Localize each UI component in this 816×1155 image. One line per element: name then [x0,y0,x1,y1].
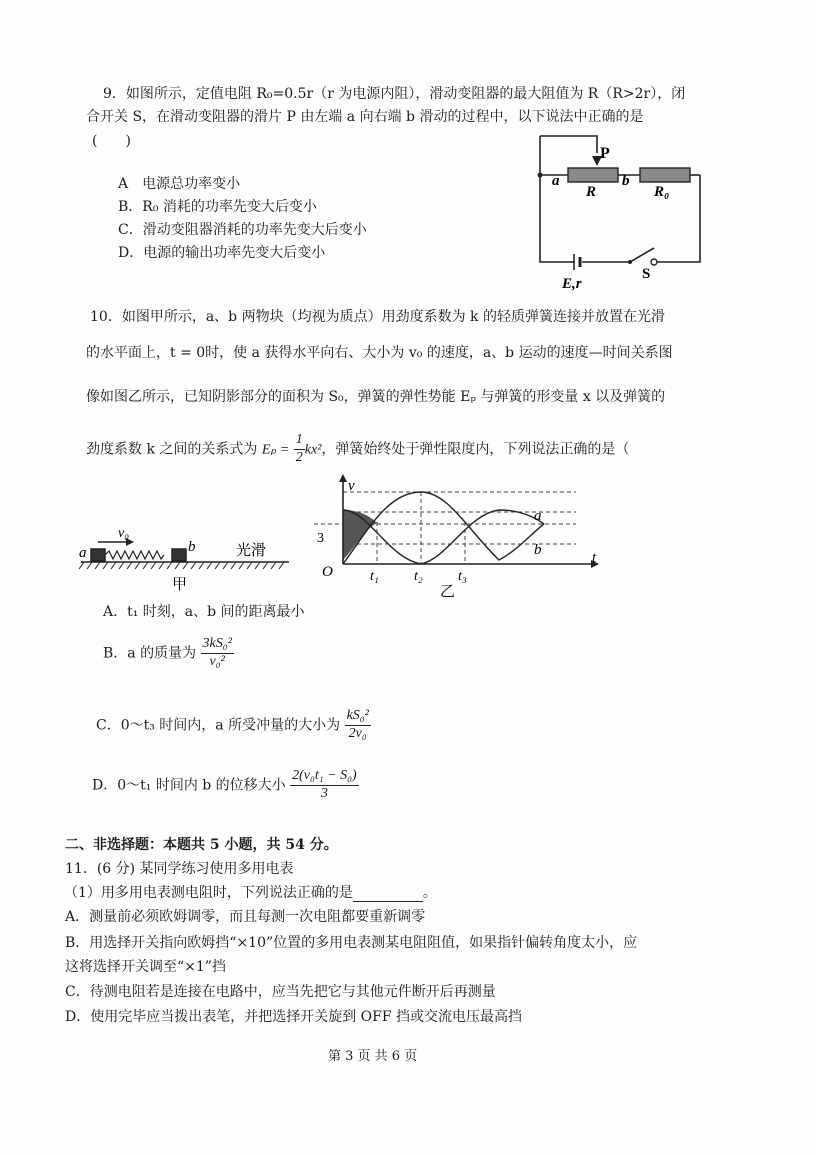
q10-line3: 像如图乙所示，已知阴影部分的面积为 S₀，弹簧的弹性势能 Eₚ 与弹簧的形变量 x 以及弹簧的 [86,389,666,405]
fig-yi-tick-t1: t₁ [370,569,379,584]
q9-option-a: A 电源总功率变小 [118,176,241,192]
spring [105,551,164,559]
q9-option-d: D．电源的输出功率先变大后变小 [118,245,326,261]
q9-option-b: B．R₀ 消耗的功率先变大后变小 [118,199,317,215]
label-s: S [642,266,651,282]
label-r0: R₀ [654,184,670,200]
q9-line1: 9．如图所示，定值电阻 R₀=0.5r（r 为电源内阻），滑动变阻器的最大阻值为 R（R>2r），闭 [103,86,686,102]
q9-option-c: C．滑动变阻器消耗的功率先变大后变小 [118,222,367,238]
q11-option-c: C．待测电阻若是连接在电路中，应当先把它与其他元件断开后再测量 [65,984,496,1000]
fig-yi-axis-t: t [592,550,597,566]
label-a: a [552,173,560,189]
fig-yi-axis-v: v [348,478,355,494]
q11-option-b-line2: 这将选择开关调至“×1”挡 [65,959,226,975]
fig-yi-label-b: b [534,542,542,558]
label-p: P [600,145,610,162]
fig-yi-tick-3: 3 [317,531,324,546]
q11-option-a: A．测量前必须欧姆调零，而且每测一次电阻都要重新调零 [65,909,426,925]
fig-jia-caption: 甲 [172,575,188,593]
q11-title: 11．(6 分) 某同学练习使用多用电表 [65,861,294,877]
section-heading: 二、非选择题：本题共 5 小题，共 54 分。 [65,837,338,853]
formula-frac: $\frac{1}{2}$ [295,432,303,465]
q9-circuit-diagram [530,130,710,290]
q10-option-a: A．t₁ 时刻，a、b 间的距离最小 [103,604,305,620]
q11-option-d: D．使用完毕应当拨出表笔，并把选择开关旋到 OFF 挡或交流电压最高挡 [65,1009,523,1025]
fig-yi-origin: O [322,564,333,580]
fig-jia [76,525,296,595]
q11-option-b-line1: B．用选择开关指向欧姆挡“×10”位置的多用电表测某电阻阻值，如果指针偏转角度太小，应 [65,935,638,951]
fig-jia-label-smooth: 光滑 [236,541,267,559]
q10-line4a: 劲度系数 k 之间的关系式为 [86,441,258,458]
label-b: b [622,173,630,189]
label-r: R [586,184,597,200]
q10-option-d: D．0～t₁ 时间内 b 的位移大小 $\frac{\text{2(v₀t₁ − S₀)}}{3}$ [92,768,357,801]
q10-option-c: C．0～t₃ 时间内，a 所受冲量的大小为 $\frac{\text{kS₀²}}{\text{2v₀}}$ [96,708,369,741]
formula-tail: kx² [304,442,322,458]
answer-blank[interactable] [353,887,423,902]
formula-lhs: Eₚ = [261,442,290,458]
fig-yi-tick-t3: t₃ [458,569,467,584]
fig-yi [308,470,608,600]
resistor-r0 [640,168,690,182]
block-b [172,549,186,561]
fig-yi-label-a: a [534,508,542,524]
page-footer: 第 3 页 共 6 页 [328,1049,418,1064]
label-er: E,r [562,276,582,290]
q9-paren: ( ) [92,133,131,149]
block-a [91,549,105,561]
fig-jia-label-v0: v₀ [118,526,130,541]
q10-line1: 10．如图甲所示，a、b 两物块（均视为质点）用劲度系数为 k 的轻质弹簧连接并放置在光滑 [90,309,665,325]
q10-line2: 的水平面上，t = 0时，使 a 获得水平向右、大小为 v₀ 的速度，a、b 运动的速度—时间关系图 [86,345,673,361]
fig-yi-tick-t2: t₂ [414,569,423,584]
fig-jia-label-a: a [79,545,87,561]
q10-option-b: B．a 的质量为 $\frac{\text{3kS₀²}}{\text{v₀²}}$ [103,636,232,669]
q10-line4 [86,432,629,467]
curve-a [343,510,544,564]
q11-sub1: （1）用多用电表测电阻时，下列说法正确的是 。 [64,885,437,901]
switch-contact [651,259,657,265]
fig-yi-caption: 乙 [440,582,456,600]
q9-line2: 合开关 S，在滑动变阻器的滑片 P 由左端 a 向右端 b 滑动的过程中，以下说法中正确的是 [86,109,644,125]
rheostat-r [568,168,618,182]
junction-dot [538,173,543,178]
fig-jia-label-b: b [188,539,196,555]
q10-line4b: ，弹簧始终处于弹性限度内，下列说法正确的是（ [321,441,630,458]
